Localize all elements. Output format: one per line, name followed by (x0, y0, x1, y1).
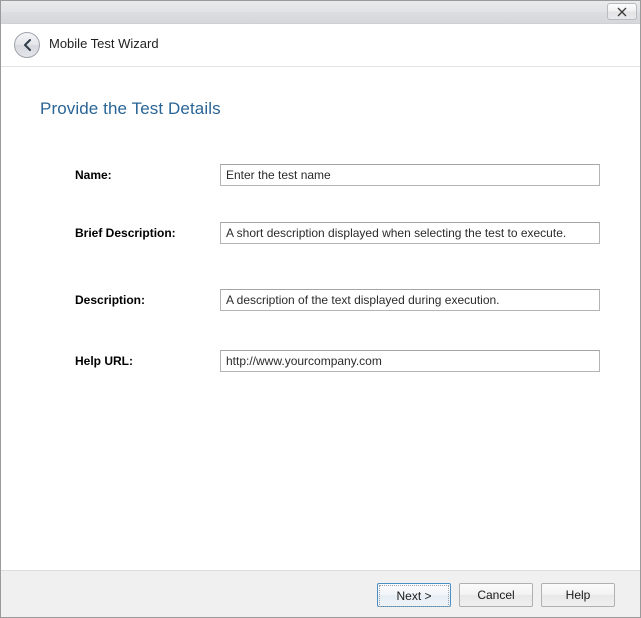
name-input[interactable] (220, 164, 600, 186)
name-label: Name: (75, 168, 112, 182)
close-icon (608, 7, 636, 17)
back-arrow-icon (15, 38, 39, 52)
next-button[interactable] (377, 583, 451, 607)
brief-description-label: Brief Description: (75, 226, 176, 240)
close-button[interactable] (607, 3, 637, 20)
back-button[interactable] (14, 32, 40, 58)
page-title: Provide the Test Details (40, 99, 221, 118)
next-button-label: Next > (379, 585, 449, 607)
field-row-brief-description (1, 222, 640, 246)
description-label: Description: (75, 293, 146, 307)
description-input[interactable] (220, 289, 600, 311)
help-button[interactable]: Help (541, 583, 615, 607)
help-url-input[interactable] (220, 350, 600, 372)
content-area (1, 67, 640, 570)
field-row-description (1, 289, 640, 313)
field-row-name (1, 164, 640, 188)
window-title: Mobile Test Wizard (49, 36, 159, 51)
help-url-label: Help URL: (75, 354, 133, 368)
cancel-button[interactable]: Cancel (459, 583, 533, 607)
field-row-help-url (1, 350, 640, 374)
title-bar (1, 1, 640, 24)
nav-bar (1, 24, 640, 67)
footer-bar (1, 570, 640, 618)
brief-description-input[interactable] (220, 222, 600, 244)
